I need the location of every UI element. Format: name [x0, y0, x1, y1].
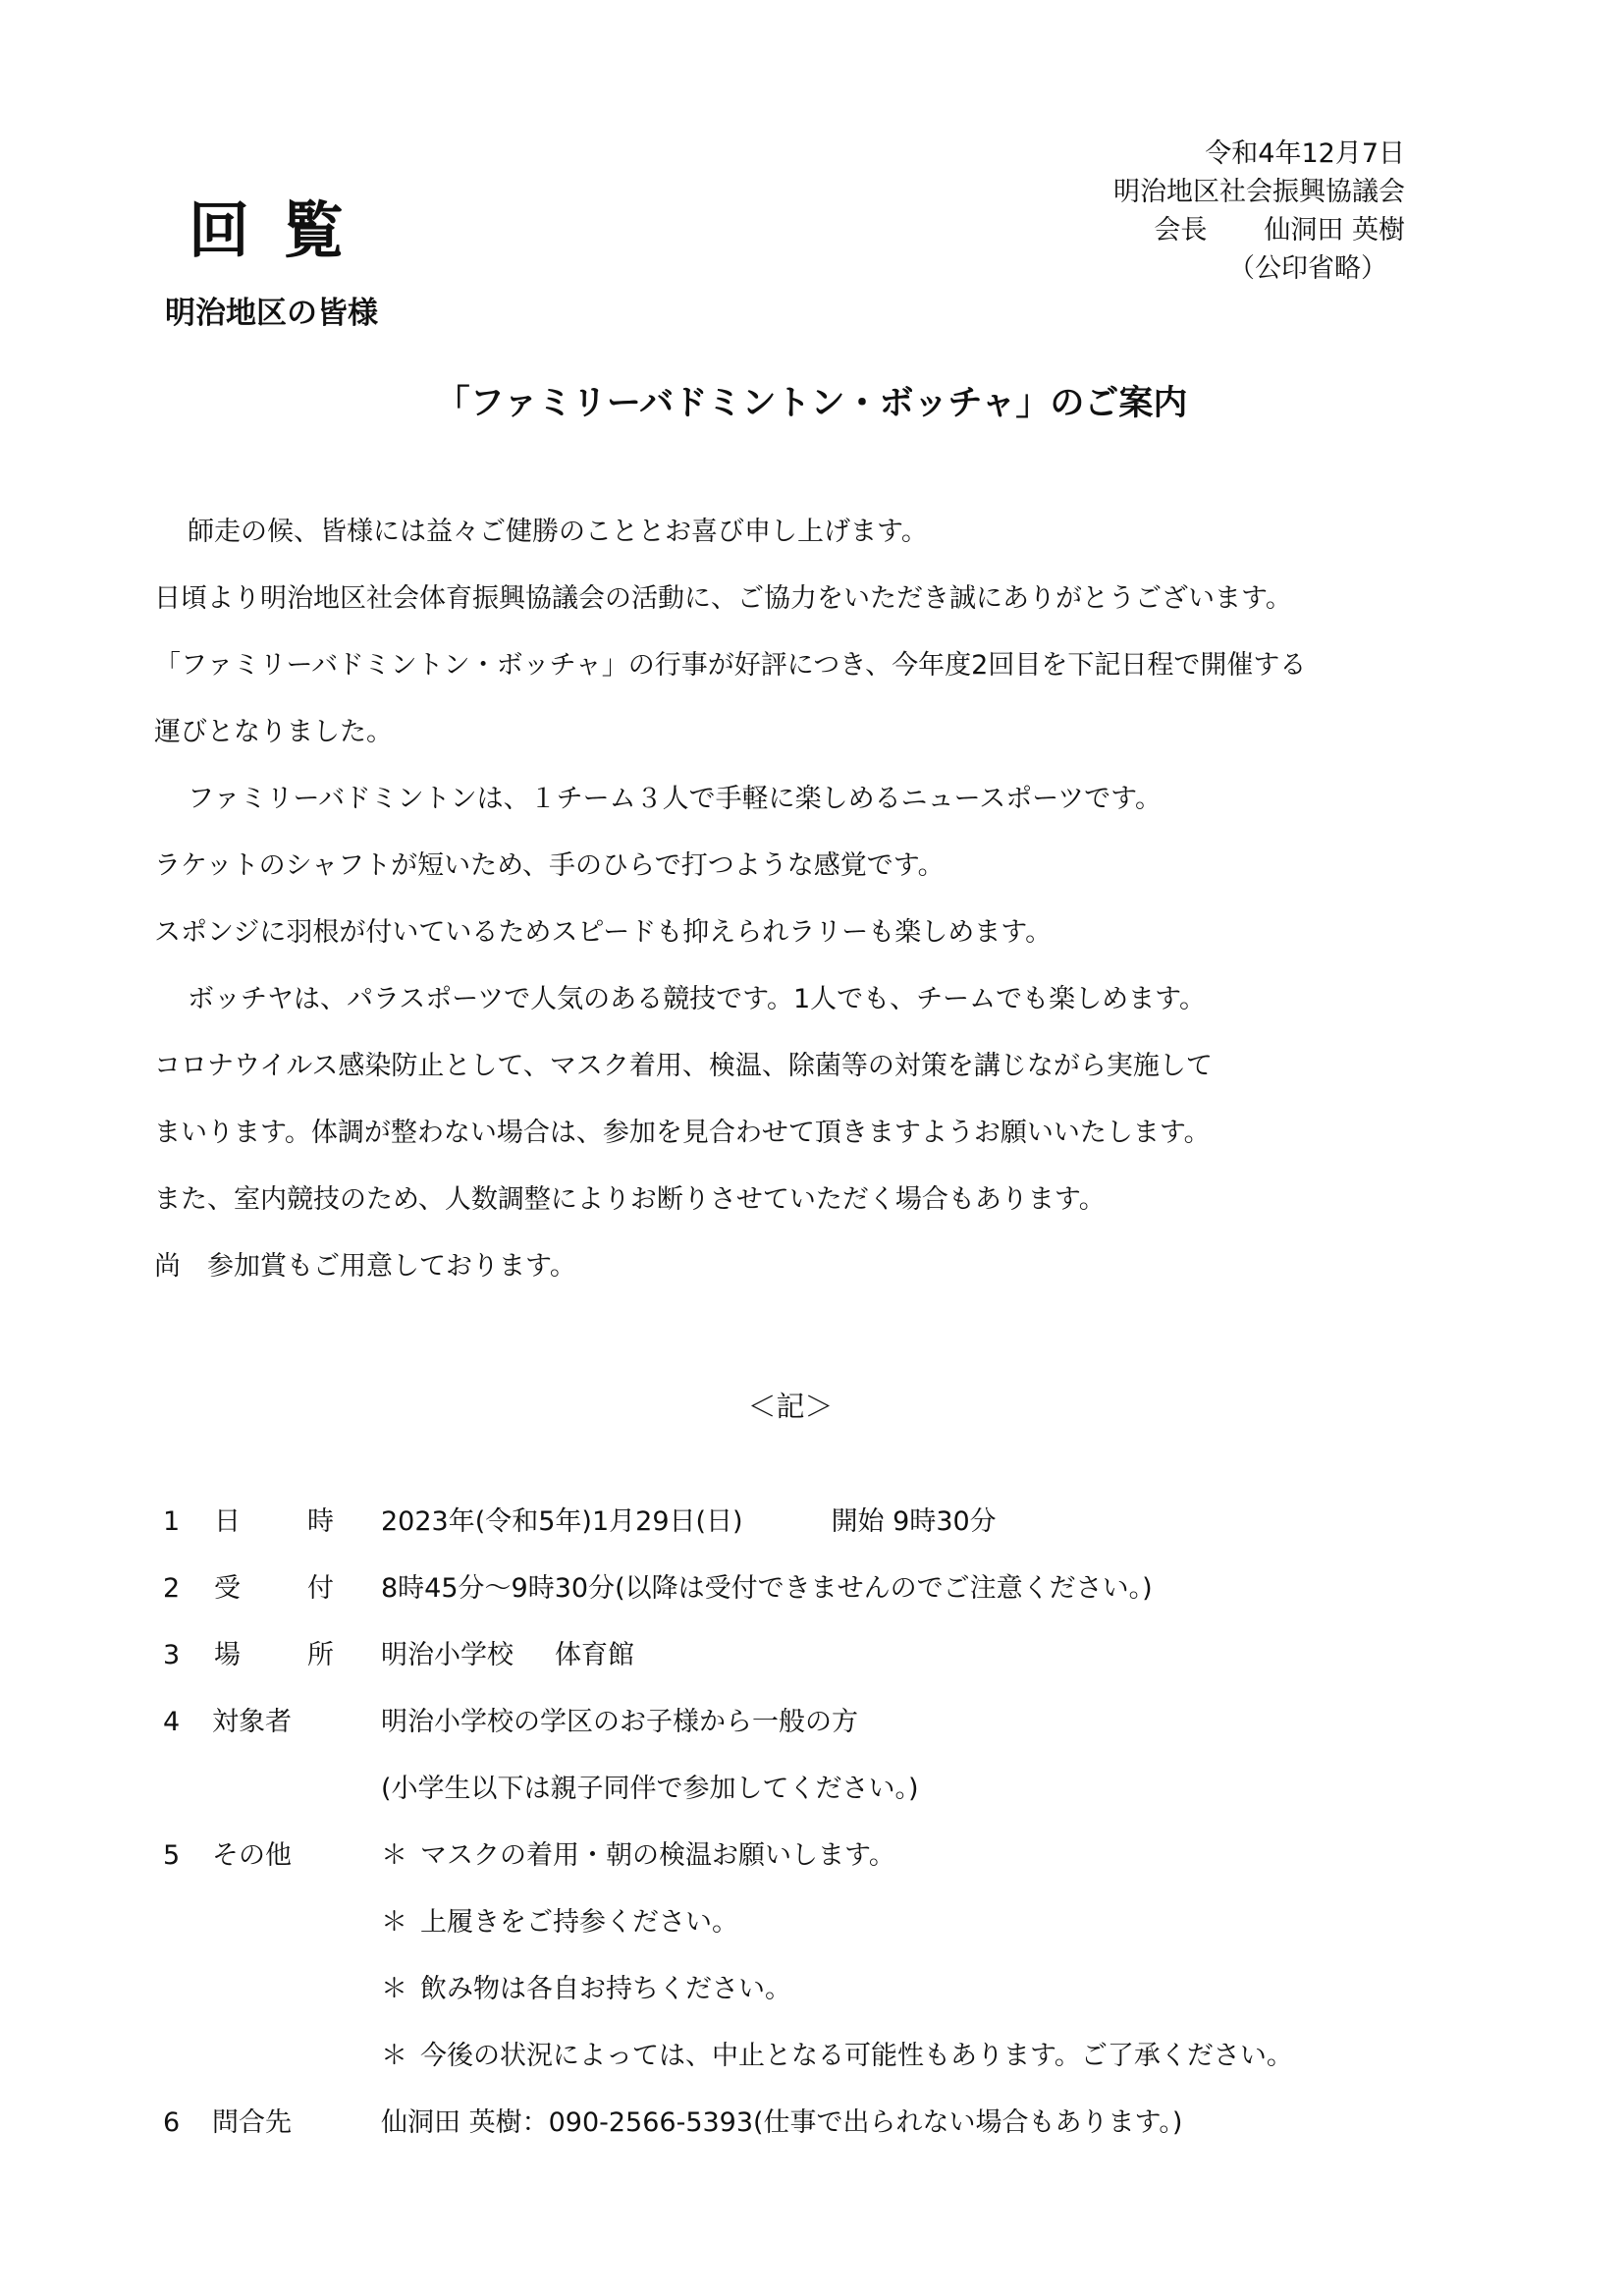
detail-number: 2 [163, 1573, 181, 1604]
body-line: 「ファミリーバドミントン・ボッチャ」の行事が好評につき、今年度2回目を下記日程で開催する [154, 650, 1307, 681]
asterisk-bullet: ＊ [381, 2041, 407, 2071]
other-note: 上履きをご持参ください。 [420, 1907, 738, 1938]
document-title: 「ファミリーバドミントン・ボッチャ」のご案内 [435, 384, 1188, 423]
body-line: また、室内競技のため、人数調整によりお断りさせていただく場合もあります。 [154, 1184, 1106, 1215]
body-line: 師走の候、皆様には益々ご健勝のこととお喜び申し上げます。 [188, 517, 928, 547]
president-name: 仙洞田 英樹 [1264, 215, 1405, 246]
body-line: ファミリーバドミントンは、１チーム３人で手軽に楽しめるニュースポーツです。 [188, 784, 1162, 814]
other-note: 今後の状況によっては、中止となる可能性もあります。ご了承ください。 [420, 2041, 1293, 2071]
other-note: 飲み物は各自お持ちください。 [420, 1974, 791, 2004]
detail-value [381, 1503, 997, 1542]
kairan-heading [189, 182, 377, 269]
president-role: 会長 [1154, 215, 1208, 246]
body-line: 尚 参加賞もご用意しております。 [154, 1251, 576, 1282]
detail-label: 対象者 [212, 1707, 292, 1737]
detail-label: 受 付 [214, 1573, 334, 1604]
asterisk-bullet: ＊ [381, 1907, 407, 1938]
other-note: マスクの着用・朝の検温お願いします。 [420, 1840, 895, 1871]
ki-heading: ＜記＞ [747, 1390, 834, 1423]
addressee: 明治地区の皆様 [165, 296, 378, 331]
detail-label: その他 [212, 1840, 292, 1871]
detail-number: 1 [163, 1506, 181, 1537]
asterisk-bullet: ＊ [381, 1840, 407, 1871]
detail-number: 5 [163, 1840, 181, 1871]
detail-number: 3 [163, 1640, 181, 1670]
detail-label: 問合先 [212, 2107, 292, 2138]
event-date: 2023年(令和5年)1月29日(日) [381, 1506, 743, 1537]
venue: 明治小学校 [381, 1640, 514, 1670]
body-line: ラケットのシャフトが短いため、手のひらで打つような感覚です。 [154, 850, 945, 881]
start-time: 開始 9時30分 [831, 1506, 997, 1537]
issue-date: 令和4年12月7日 [1205, 138, 1405, 169]
seal-omitted-note: （公印省略） [1228, 253, 1387, 284]
venue-hall: 体育館 [555, 1640, 634, 1670]
body-line: 日頃より明治地区社会体育振興協議会の活動に、ご協力をいただき誠にありがとうございます。 [154, 583, 1292, 614]
body-line: ボッチヤは、パラスポーツで人気のある競技です。1人でも、チームでも楽しめます。 [188, 984, 1206, 1014]
detail-value [381, 1636, 634, 1675]
kairan-char-2: 覧 [283, 194, 378, 266]
body-text [154, 513, 1306, 1314]
reception-time: 8時45分～9時30分(以降は受付できませんのでご注意ください。) [381, 1573, 1153, 1604]
body-line: 運びとなりました。 [154, 717, 393, 747]
target-note: (小学生以下は親子同伴で参加してください。) [381, 1774, 919, 1804]
asterisk-bullet: ＊ [381, 1974, 407, 2004]
detail-number: 4 [163, 1707, 181, 1737]
sender-block [1113, 135, 1405, 288]
detail-label: 場 所 [214, 1640, 334, 1670]
body-line: コロナウイルス感染防止として、マスク着用、検温、除菌等の対策を講じながら実施して [154, 1051, 1213, 1081]
detail-label: 日 時 [214, 1506, 334, 1537]
sender-president [1113, 211, 1405, 249]
target-audience: 明治小学校の学区のお子様から一般の方 [381, 1707, 858, 1737]
detail-number: 6 [163, 2107, 181, 2138]
contact-info: 仙洞田 英樹：090-2566-5393(仕事で出られない場合もあります。) [381, 2107, 1183, 2138]
kairan-char-1: 回 [189, 194, 284, 266]
sender-organization: 明治地区社会振興協議会 [1113, 177, 1405, 207]
body-line: スポンジに羽根が付いているためスピードも抑えられラリーも楽しめます。 [154, 917, 1053, 948]
body-line: まいります。体調が整わない場合は、参加を見合わせて頂きますようお願いいたします。 [154, 1118, 1211, 1148]
